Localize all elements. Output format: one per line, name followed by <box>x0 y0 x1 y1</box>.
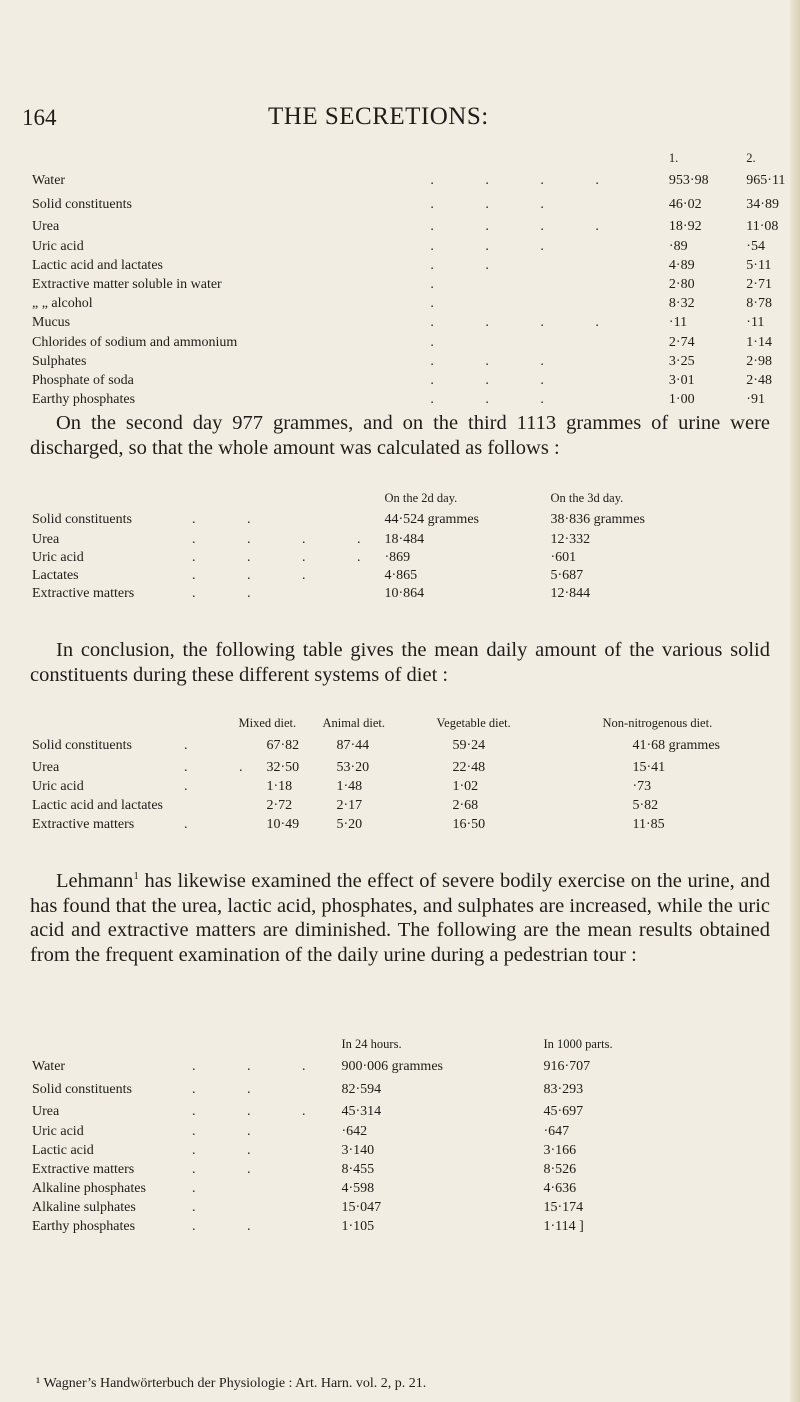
row-label: Extractive matters <box>32 1161 135 1177</box>
row-label: Lactic acid and lactates <box>32 797 163 813</box>
cell-value: 2·68 <box>452 797 479 813</box>
table-row <box>32 549 721 567</box>
row-label: Urea <box>32 219 60 234</box>
cell-value: 15·174 <box>543 1199 584 1215</box>
leader-dots: . . <box>430 257 513 273</box>
table-row <box>32 313 800 333</box>
cell-value: 3·166 <box>543 1142 577 1158</box>
column-header: Animal diet. <box>322 715 385 730</box>
leader-dots: . <box>430 334 458 350</box>
leader-dots: . <box>430 295 458 311</box>
column-header: In 24 hours. <box>341 1036 402 1051</box>
cell-value: 2·71 <box>746 276 772 292</box>
table-row <box>32 1055 682 1078</box>
cell-value: 38·836 grammes <box>550 512 645 527</box>
cell-value: 1·14 <box>746 334 772 350</box>
paragraph: On the second day 977 grammes, and on the third 1113 grammes of urine were discharged, so that the whole amount was calculated as follows : <box>30 412 770 459</box>
cell-value: 32·50 <box>266 759 300 775</box>
row-label: Mucus <box>32 315 71 330</box>
row-label: Solid constituents <box>32 1081 132 1097</box>
cell-value: 8·455 <box>341 1161 375 1177</box>
cell-value: ·601 <box>550 550 577 565</box>
cell-value: ·869 <box>384 550 411 565</box>
cell-value: 8·526 <box>543 1161 577 1177</box>
cell-value: 45·697 <box>543 1103 584 1119</box>
cell-value: 22·48 <box>452 759 486 775</box>
paragraph: Lehmann$^1$ has likewise examined the effect of severe bodily exercise on the urine, and has found that the urea, lactic acid, phosphates, and sulphates are increased, while the uric acid and extractive matters are diminished. The following are the mean results obtained from the frequent examination of the daily urine during a pedestrian tour : <box>30 869 770 966</box>
leader-dots: . . . . <box>192 532 385 547</box>
cell-value: 1·114 ] <box>543 1218 584 1234</box>
cell-value: 3·140 <box>341 1142 375 1158</box>
cell-value: 16·50 <box>452 816 486 832</box>
table-row <box>32 352 800 371</box>
leader-dots: . <box>192 1180 220 1196</box>
table-row <box>32 169 800 192</box>
row-label: Alkaline sulphates <box>32 1199 136 1215</box>
cell-value: ·73 <box>632 778 652 794</box>
leader-dots: . . <box>192 1218 275 1234</box>
column-header: Mixed diet. <box>238 715 297 730</box>
row-label: Uric acid <box>32 1123 84 1139</box>
cell-value: 2·48 <box>746 372 772 388</box>
cell-value: 83·293 <box>543 1081 584 1097</box>
cell-value: 5·82 <box>632 797 659 813</box>
cell-value: 12·332 <box>550 532 591 547</box>
cell-value: 4·865 <box>384 568 418 583</box>
column-header: On the 3d day. <box>550 490 624 505</box>
cell-value: 2·80 <box>668 276 695 292</box>
cell-value: 12·844 <box>550 586 591 601</box>
cell-value: 41·68 grammes <box>632 738 720 753</box>
cell-value: 1·00 <box>668 391 695 407</box>
table-row <box>32 1198 682 1217</box>
row-label: Urea <box>32 1103 60 1119</box>
row-label: Extractive matters <box>32 816 135 832</box>
row-label: Solid constituents <box>32 512 132 527</box>
cell-value: 44·524 grammes <box>384 512 479 527</box>
row-label: Urea <box>32 532 60 547</box>
footnote: ¹ Wagner’s Handwörterbuch der Physiologie : Art. Harn. vol. 2, p. 21. <box>36 1376 427 1391</box>
cell-value: 1·48 <box>336 778 363 794</box>
table-row <box>32 1101 682 1122</box>
table-row <box>32 294 800 313</box>
daily-amounts-table <box>32 487 721 603</box>
cell-value: 8·78 <box>746 295 772 311</box>
leader-dots: . . <box>192 1123 275 1139</box>
leader-dots: . . <box>192 1142 275 1158</box>
leader-dots: . . <box>192 1161 275 1177</box>
row-label: Extractive matter soluble in water <box>32 276 222 292</box>
cell-value: 15·41 <box>632 759 666 775</box>
cell-value: 18·92 <box>668 219 702 234</box>
column-header: Non-nitrogenous diet. <box>602 715 713 730</box>
table-row <box>32 758 793 777</box>
column-header: Vegetable diet. <box>436 715 511 730</box>
table-row <box>32 585 721 603</box>
cell-value: 3·01 <box>668 372 695 388</box>
column-header: 1. <box>668 150 679 165</box>
row-label: Water <box>32 1058 66 1074</box>
leader-dots: . . <box>184 759 267 775</box>
cell-value: 953·98 <box>668 172 709 188</box>
cell-value: 87·44 <box>336 738 370 753</box>
row-label: Phosphate of soda <box>32 372 134 388</box>
column-header: 2. <box>746 150 756 165</box>
row-label: Uric acid <box>32 238 84 254</box>
cell-value: 45·314 <box>341 1103 382 1119</box>
leader-dots: . . . . <box>430 219 623 234</box>
table-row <box>32 509 721 531</box>
cell-value: ·91 <box>746 391 765 407</box>
row-label: Extractive matters <box>32 586 135 601</box>
row-label: Uric acid <box>32 550 84 565</box>
cell-value: 18·484 <box>384 532 425 547</box>
page-number: 164 <box>22 105 57 130</box>
cell-value: 916·707 <box>543 1058 591 1074</box>
cell-value: 2·17 <box>336 797 363 813</box>
leader-dots: . . . . <box>430 315 623 330</box>
leader-dots: . . . <box>430 196 568 212</box>
cell-value: ·89 <box>668 238 688 254</box>
table-row <box>32 275 800 294</box>
leader-dots: . <box>184 778 212 794</box>
table-row <box>32 1217 682 1236</box>
cell-value: 965·11 <box>746 172 786 188</box>
leader-dots: . . <box>192 586 275 601</box>
table-row <box>32 237 800 256</box>
leader-dots: . . . . <box>192 550 385 565</box>
cell-value: 8·32 <box>668 295 695 311</box>
table-row <box>32 1141 682 1160</box>
table-row <box>32 192 800 217</box>
table-row <box>32 567 721 585</box>
leader-dots: . . . <box>430 353 568 369</box>
cell-value: 46·02 <box>668 196 702 212</box>
cell-value: 5·687 <box>550 568 584 583</box>
row-label: „ „ alcohol <box>32 295 93 311</box>
cell-value: 2·98 <box>746 353 772 369</box>
leader-dots: . . . <box>192 1058 330 1074</box>
table-row <box>32 734 793 758</box>
table-row <box>32 1122 682 1141</box>
cell-value: 5·20 <box>336 816 363 832</box>
cell-value: 10·49 <box>266 816 300 832</box>
cell-value: 1·105 <box>341 1218 375 1234</box>
table-row <box>32 815 793 834</box>
cell-value: 11·85 <box>632 816 665 832</box>
leader-dots: . . . <box>192 1103 330 1119</box>
diet-comparison-table <box>32 712 793 834</box>
leader-dots: . . . <box>192 568 330 583</box>
row-label: Uric acid <box>32 778 84 794</box>
leader-dots: . . <box>192 512 275 527</box>
cell-value: 82·594 <box>341 1081 382 1097</box>
leader-dots: . . . <box>430 372 568 388</box>
cell-value: 10·864 <box>384 586 425 601</box>
running-head: THE SECRETIONS: <box>268 103 489 130</box>
cell-value: 34·89 <box>746 196 779 212</box>
cell-value: ·11 <box>746 315 765 330</box>
cell-value: 11·08 <box>746 219 779 234</box>
cell-value: 4·89 <box>668 257 695 273</box>
cell-value: ·11 <box>668 315 688 330</box>
row-label: Sulphates <box>32 353 87 369</box>
cell-value: 1·18 <box>266 778 293 794</box>
cell-value: 67·82 <box>266 738 300 753</box>
cell-value: 1·02 <box>452 778 479 794</box>
leader-dots: . . <box>192 1081 275 1097</box>
cell-value: 59·24 <box>452 738 486 753</box>
cell-value: 3·25 <box>668 353 695 369</box>
row-label: Solid constituents <box>32 196 132 212</box>
row-label: Alkaline phosphates <box>32 1180 146 1196</box>
table-row <box>32 217 800 237</box>
row-label: Water <box>32 172 66 188</box>
table-row <box>32 1160 682 1179</box>
table-row <box>32 1179 682 1198</box>
row-label: Lactic acid <box>32 1142 94 1158</box>
leader-dots: . <box>184 738 212 753</box>
cell-value: 5·11 <box>746 257 772 273</box>
table-row <box>32 333 800 352</box>
row-label: Earthy phosphates <box>32 1218 136 1234</box>
row-label: Solid constituents <box>32 738 132 753</box>
leader-dots: . <box>184 816 212 832</box>
cell-value: 900·006 grammes <box>341 1058 443 1074</box>
table-row <box>32 1078 682 1101</box>
cell-value: 15·047 <box>341 1199 382 1215</box>
row-label: Earthy phosphates <box>32 391 136 407</box>
cell-value: ·54 <box>746 238 765 254</box>
cell-value: 53·20 <box>336 759 370 775</box>
column-header: In 1000 parts. <box>543 1036 613 1051</box>
table-row <box>32 390 800 409</box>
leader-dots: . <box>430 276 458 292</box>
column-header: On the 2d day. <box>384 490 458 505</box>
row-label: Lactic acid and lactates <box>32 257 163 273</box>
cell-value: 2·74 <box>668 334 695 350</box>
cell-value: ·642 <box>341 1123 368 1139</box>
table-row <box>32 256 800 275</box>
leader-dots: . . . . <box>430 172 623 188</box>
cell-value: 2·72 <box>266 797 293 813</box>
cell-value: 4·636 <box>543 1180 577 1196</box>
row-label: Chlorides of sodium and ammonium <box>32 334 238 350</box>
table-row <box>32 371 800 390</box>
table-row <box>32 531 721 549</box>
paragraph: In conclusion, the following table gives the mean daily amount of the various solid constituents during these different systems of diet : <box>30 639 770 686</box>
table-row <box>32 796 793 815</box>
leader-dots: . . . <box>430 238 568 254</box>
leader-dots: . <box>192 1199 220 1215</box>
table-row <box>32 777 793 796</box>
leader-dots: . . . <box>430 391 568 407</box>
cell-value: 4·598 <box>341 1180 375 1196</box>
pedestrian-tour-table <box>32 1033 682 1236</box>
row-label: Urea <box>32 759 60 775</box>
cell-value: ·647 <box>543 1123 570 1139</box>
leader-dots <box>184 796 267 815</box>
row-label: Lactates <box>32 568 79 583</box>
urine-composition-table <box>32 147 800 409</box>
footnote-mark: 1 <box>133 870 139 882</box>
